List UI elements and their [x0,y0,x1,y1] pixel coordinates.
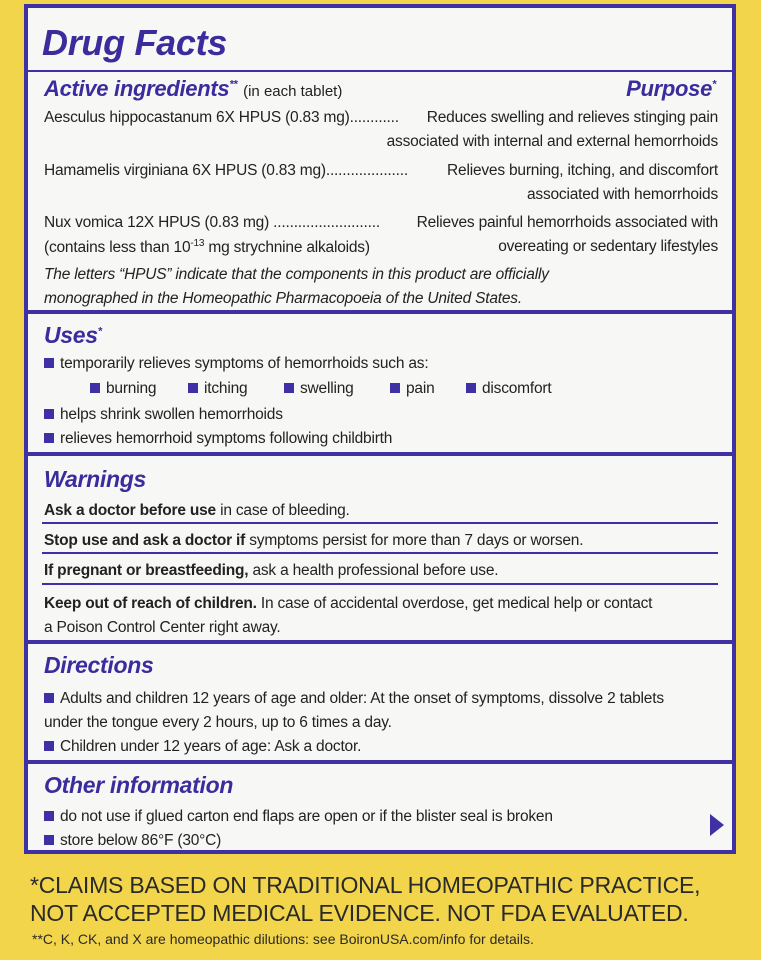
ingredient-purpose-3b: overeating or sedentary lifestyles [498,238,718,255]
other-info-1: do not use if glued carton end flaps are open or if the blister seal is broken [44,808,553,826]
ingredient-name-2: Hamamelis virginiana 6X HPUS (0.83 mg).................... [44,162,408,179]
ingredient-name-3: Nux vomica 12X HPUS (0.83 mg) .......................... [44,214,380,231]
warning-4-cont: a Poison Control Center right away. [44,619,281,636]
uses-item-2: helps shrink swollen hemorrhoids [44,406,283,424]
bullet-icon [466,383,476,393]
bullet-icon [284,383,294,393]
hpus-note-2: monographed in the Homeopathic Pharmacopoeia of the United States. [44,290,522,307]
drug-facts-panel [24,4,736,854]
warning-divider [42,522,718,524]
symptom-discomfort: discomfort [466,380,552,398]
warning-3: If pregnant or breastfeeding, ask a health professional before use. [44,562,499,579]
warning-divider [42,583,718,585]
symptom-burning: burning [90,380,156,398]
ingredient-purpose-1b: associated with internal and external hemorrhoids [386,133,718,150]
active-ingredients-heading: Active ingredients** (in each tablet) [44,76,343,101]
continue-arrow-icon [710,814,724,836]
title-divider [28,70,732,72]
bullet-icon [188,383,198,393]
symptom-pain: pain [390,380,435,398]
ingredient-name-1: Aesculus hippocastanum 6X HPUS (0.83 mg)............ [44,109,399,126]
bullet-icon [44,693,54,703]
uses-item-3: relieves hemorrhoid symptoms following childbirth [44,430,392,448]
purpose-heading: Purpose* [626,76,716,101]
uses-item-1: temporarily relieves symptoms of hemorrhoids such as: [44,355,428,373]
bullet-icon [44,741,54,751]
warning-divider [42,552,718,554]
claims-line-2: NOT ACCEPTED MEDICAL EVIDENCE. NOT FDA EVALUATED. [30,900,689,926]
section-divider [28,310,732,314]
hpus-note-1: The letters “HPUS” indicate that the components in this product are officially [44,266,549,283]
ingredient-sub-3: (contains less than $10^{-13}$ mg strychnine alkaloids) [44,238,370,257]
other-info-heading: Other information [44,772,234,798]
other-info-2: store below 86°F (30°C) [44,832,221,850]
direction-1: Adults and children 12 years of age and older: At the onset of symptoms, dissolve 2 tablets [44,690,664,708]
active-heading-note: (in each tablet) [243,83,343,100]
dilution-footnote: **C, K, CK, and X are homeopathic dilutions: see BoironUSA.com/info for details. [32,931,534,947]
ingredient-purpose-2a: Relieves burning, itching, and discomfort [447,162,718,179]
ingredient-purpose-3a: Relieves painful hemorrhoids associated with [416,214,718,231]
page-title: Drug Facts [42,22,228,63]
uses-heading: Uses* [44,322,102,348]
bullet-icon [44,433,54,443]
bullet-icon [390,383,400,393]
warnings-heading: Warnings [44,466,146,492]
ingredient-purpose-1a: Reduces swelling and relieves stinging pain [426,109,718,126]
bullet-icon [44,835,54,845]
warning-2: Stop use and ask a doctor if symptoms persist for more than 7 days or worsen. [44,532,584,549]
bullet-icon [44,409,54,419]
bullet-icon [44,811,54,821]
section-divider [28,452,732,456]
directions-heading: Directions [44,652,154,678]
bullet-icon [90,383,100,393]
bullet-icon [44,358,54,368]
direction-1-cont: under the tongue every 2 hours, up to 6 times a day. [44,714,392,731]
direction-2: Children under 12 years of age: Ask a doctor. [44,738,361,756]
section-divider [28,640,732,644]
warning-4: Keep out of reach of children. In case of accidental overdose, get medical help or contact [44,595,653,612]
symptom-itching: itching [188,380,247,398]
claims-line-1: *CLAIMS BASED ON TRADITIONAL HOMEOPATHIC PRACTICE, [30,872,701,898]
section-divider [28,760,732,764]
ingredient-purpose-2b: associated with hemorrhoids [526,186,718,203]
symptom-swelling: swelling [284,380,354,398]
warning-1: Ask a doctor before use in case of bleeding. [44,502,350,519]
